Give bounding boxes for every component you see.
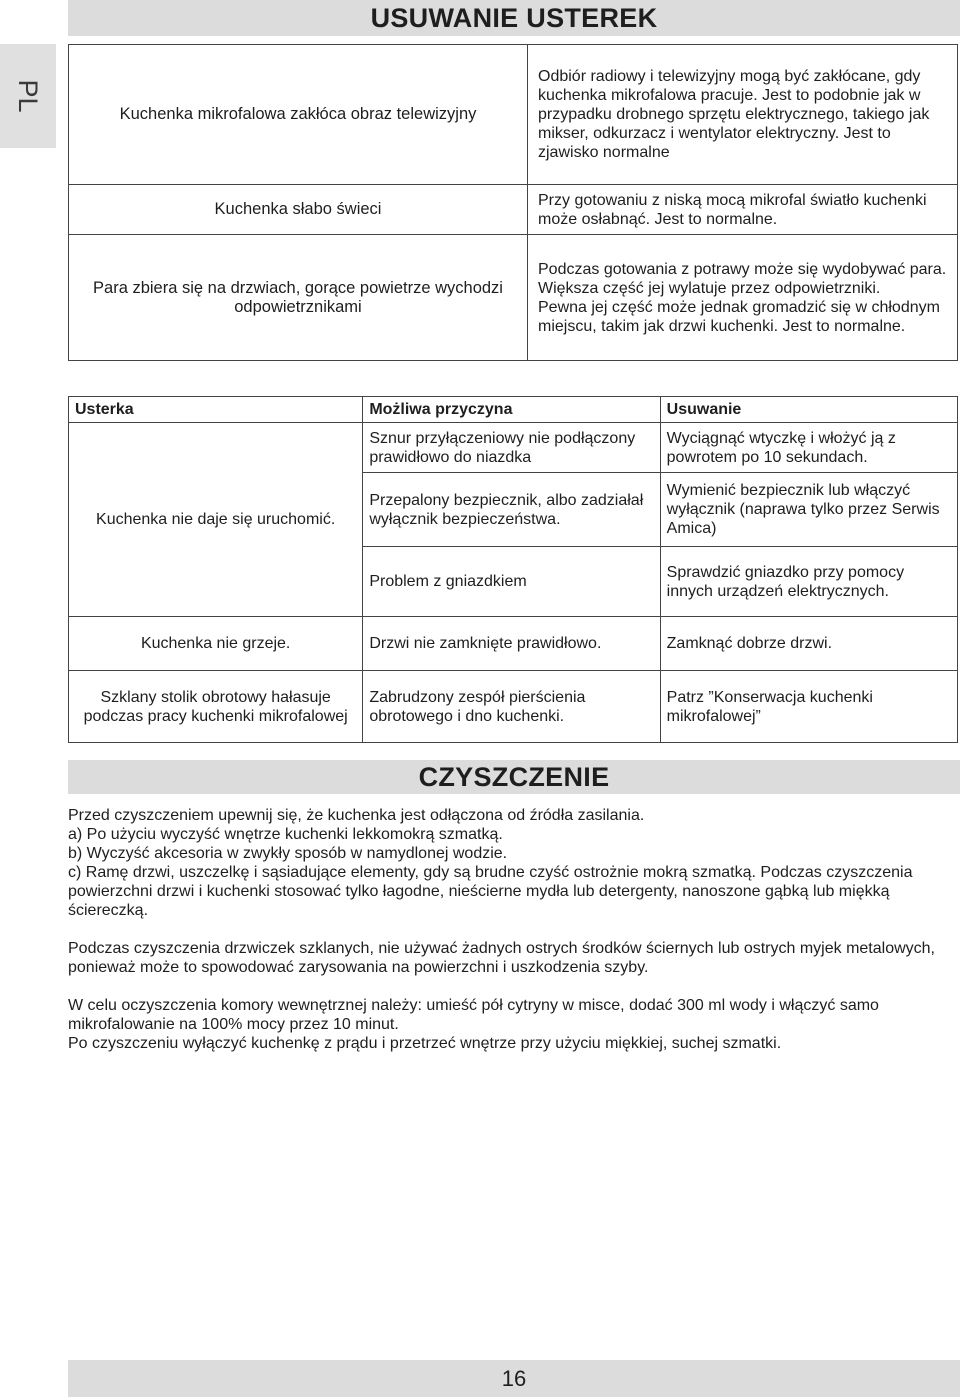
info-text: Przy gotowaniu z niską mocą mikrofal światło kuchenki może osłabnąć. Jest to normalne. xyxy=(538,191,927,228)
cause-cell: Drzwi nie zamknięte prawidłowo. xyxy=(363,617,660,671)
fault-cell: Szklany stolik obrotowy hałasuje podczas pracy kuchenki mikrofalowej xyxy=(69,671,363,743)
remedy-cell: Zamknąć dobrze drzwi. xyxy=(660,617,957,671)
info-problem: Kuchenka słabo świeci xyxy=(69,185,528,235)
troubleshooting-title: USUWANIE USTEREK xyxy=(370,2,658,33)
info-text: Pewna jej część może jednak gromadzić się w chłodnym miejscu, takim jak drzwi kuchenki. Jest to normalne. xyxy=(538,298,940,335)
cleaning-after: Po czyszczeniu wyłączyć kuchenkę z prądu i przetrzeć wnętrze przy użyciu miękkiej, suchej szmatki. xyxy=(68,1035,782,1052)
info-problem: Para zbiera się na drzwiach, gorące powietrze wychodzi odpowietrznikami xyxy=(69,235,528,361)
info-problem: Kuchenka mikrofalowa zakłóca obraz telewizyjny xyxy=(69,45,528,185)
remedy-cell: Patrz ”Konserwacja kuchenki mikrofalowej” xyxy=(660,671,957,743)
header-cause: Możliwa przyczyna xyxy=(363,397,660,423)
info-explanation xyxy=(528,45,958,185)
troubleshooting-title-bar xyxy=(68,0,960,36)
header-remedy: Usuwanie xyxy=(660,397,957,423)
page-number: 16 xyxy=(501,1365,527,1391)
fault-cell: Kuchenka nie grzeje. xyxy=(69,617,363,671)
cleaning-glass-door: Podczas czyszczenia drzwiczek szklanych, nie używać żadnych ostrych środków ściernych lub ostrych myjek metalowych, ponieważ może to spowodować zarysowania na powierzchni i uszkodzenia szyby. xyxy=(68,940,935,976)
cause-cell: Zabrudzony zespół pierścienia obrotowego i dno kuchenki. xyxy=(363,671,660,743)
page-number-bar xyxy=(68,1360,960,1397)
info-explanation xyxy=(528,185,958,235)
cleaning-section xyxy=(68,806,958,1053)
table-header-row xyxy=(69,397,958,423)
table-row xyxy=(69,617,958,671)
info-row xyxy=(69,45,958,185)
cause-cell: Sznur przyłączeniowy nie podłączony prawidłowo do niazdka xyxy=(363,423,660,473)
cause-cell: Przepalony bezpiecznik, albo zadziałał wyłącznik bezpieczeństwa. xyxy=(363,473,660,547)
table-row xyxy=(69,671,958,743)
cleaning-chamber: W celu oczyszczenia komory wewnętrznej należy: umieść pół cytryny w misce, dodać 300 ml wody i włączyć samo mikrofalowanie na 100% mocy przez 10 minut. xyxy=(68,997,879,1033)
cause-cell: Problem z gniazdkiem xyxy=(363,547,660,617)
cleaning-title-bar xyxy=(68,760,960,794)
remedy-cell: Wyciągnąć wtyczkę i włożyć ją z powrotem po 10 sekundach. xyxy=(660,423,957,473)
cleaning-intro: Przed czyszczeniem upewnij się, że kuchenka jest odłączona od źródła zasilania. xyxy=(68,807,645,824)
fault-table xyxy=(68,396,958,743)
cleaning-step-c: c) Ramę drzwi, uszczelkę i sąsiadujące elementy, gdy są brudne czyść ostrożnie mokrą szmatką. Podczas czyszczenia powierzchni drzwi i kuchenki stosować tylko łagodne, nieścierne mydła lub detergenty, nanoszone gąbką lub miękką ściereczką. xyxy=(68,864,913,919)
cleaning-step-a: a) Po użyciu wyczyść wnętrze kuchenki lekkomokrą szmatką. xyxy=(68,826,503,843)
language-label: PL xyxy=(13,79,44,113)
info-row xyxy=(69,235,958,361)
cleaning-title: CZYSZCZENIE xyxy=(418,761,610,792)
language-tab xyxy=(0,44,56,148)
fault-cell: Kuchenka nie daje się uruchomić. xyxy=(69,423,363,617)
troubleshooting-info-table xyxy=(68,44,958,361)
info-explanation xyxy=(528,235,958,361)
info-text: Odbiór radiowy i telewizyjny mogą być zakłócane, gdy kuchenka mikrofalowa pracuje. Jest to podobnie jak w przypadku drobnego sprzętu elektrycznego, takiego jak mikser, odkurzacz i wentylator elektryczny. Jest to zjawisko normalne xyxy=(538,68,930,161)
remedy-cell: Wymienić bezpiecznik lub włączyć wyłącznik (naprawa tylko przez Serwis Amica) xyxy=(660,473,957,547)
cleaning-step-b: b) Wyczyść akcesoria w zwykły sposób w namydlonej wodzie. xyxy=(68,845,508,862)
info-row xyxy=(69,185,958,235)
remedy-cell: Sprawdzić gniazdko przy pomocy innych urządzeń elektrycznych. xyxy=(660,547,957,617)
table-row xyxy=(69,423,958,473)
header-fault: Usterka xyxy=(69,397,363,423)
info-text: Podczas gotowania z potrawy może się wydobywać para. Większa część jej wylatuje przez odpowietrzniki. xyxy=(538,260,947,297)
